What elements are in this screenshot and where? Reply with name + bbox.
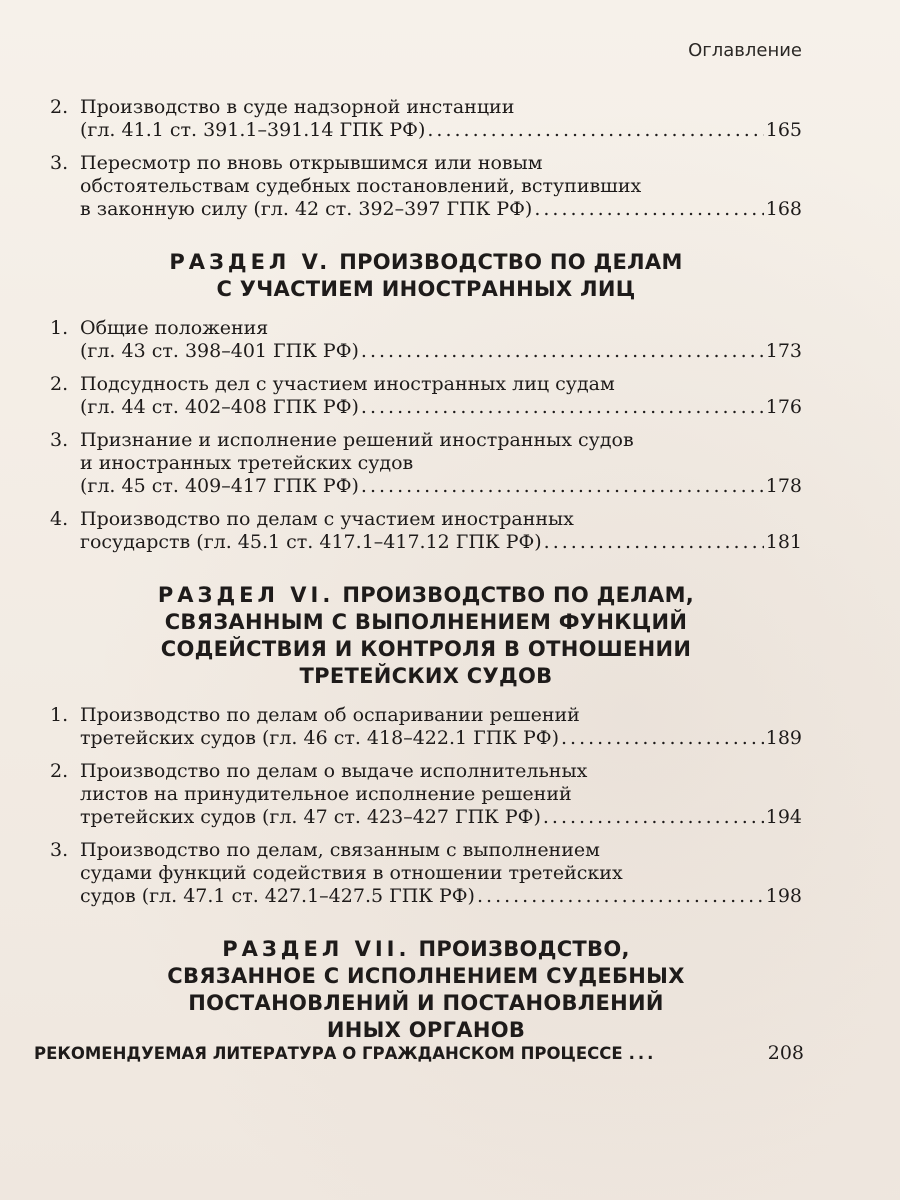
toc-entry-reference: (гл. 41.1 ст. 391.1–391.14 ГПК РФ) (80, 119, 426, 141)
section-heading-line: СВЯЗАННОЕ С ИСПОЛНЕНИЕМ СУДЕБНЫХ (167, 964, 685, 988)
section-label: РАЗДЕЛ VII. (222, 937, 411, 961)
toc-entry-first-line (50, 373, 802, 396)
toc-entry-number: 3. (50, 429, 69, 451)
toc-entry-page: 194 (765, 806, 802, 828)
toc-entry[interactable] (50, 152, 802, 221)
toc-entry-reference: (гл. 45 ст. 409–417 ГПК РФ) (80, 475, 359, 497)
toc-entry-reference: третейских судов (гл. 46 ст. 418–422.1 ГПК РФ) (80, 727, 559, 749)
toc-entry-first-line (50, 152, 802, 175)
toc-entry-page: 176 (765, 396, 802, 418)
toc-entry-number: 2. (50, 760, 69, 782)
toc-entry-page: 173 (765, 340, 802, 362)
toc-final-entry[interactable] (34, 1042, 804, 1064)
toc-entry-page: 178 (765, 475, 802, 497)
toc-entry-text: и иностранных третейских судов (80, 452, 414, 474)
toc-entry-page: 181 (765, 531, 802, 553)
toc-entry[interactable] (50, 317, 802, 363)
toc-entry-reference: в законную силу (гл. 42 ст. 392–397 ГПК РФ) (80, 198, 533, 220)
section-title-part: ПРОИЗВОДСТВО ПО ДЕЛАМ, (342, 583, 695, 607)
toc-entry-page: 198 (765, 885, 802, 907)
toc-entry-leader (361, 475, 764, 498)
section-heading-line: СВЯЗАННЫМ С ВЫПОЛНЕНИЕМ ФУНКЦИЙ (164, 610, 688, 634)
toc-entry-reference: третейских судов (гл. 47 ст. 423–427 ГПК РФ) (80, 806, 541, 828)
table-of-contents (50, 96, 802, 1058)
toc-entry-first-line (50, 429, 802, 452)
toc-entry-page: 165 (765, 119, 802, 141)
toc-entry-number: 3. (50, 839, 69, 861)
toc-entry-number: 4. (50, 508, 69, 530)
toc-entry-text: Производство по делам с участием иностранных (80, 508, 574, 530)
toc-entry-leader (361, 340, 764, 363)
toc-entry-text: Производство по делам о выдаче исполнительных (80, 760, 588, 782)
section-label: РАЗДЕЛ VI. (157, 583, 335, 607)
toc-entry-text: Производство по делам об оспаривании решений (80, 704, 580, 726)
toc-entry-first-line (50, 317, 802, 340)
toc-entry-last-line (50, 531, 802, 554)
toc-entry[interactable] (50, 704, 802, 750)
toc-entry-last-line (50, 396, 802, 419)
toc-entry-leader (543, 806, 764, 829)
section-heading (50, 582, 802, 690)
toc-entry-leader (561, 727, 764, 750)
section-title-part: ПРОИЗВОДСТВО, (418, 937, 630, 961)
toc-entry-leader (534, 198, 763, 221)
section-heading-line: СОДЕЙСТВИЯ И КОНТРОЛЯ В ОТНОШЕНИИ (160, 637, 692, 661)
toc-entry-number: 2. (50, 96, 69, 118)
toc-entry-leader (427, 119, 763, 142)
toc-entry[interactable] (50, 760, 802, 829)
toc-entry-text: Производство в суде надзорной инстанции (80, 96, 515, 118)
section-heading-line: ИНЫХ ОРГАНОВ (326, 1018, 526, 1042)
toc-entry-first-line (50, 760, 802, 783)
toc-entry-last-line (50, 806, 802, 829)
toc-entry-last-line (50, 198, 802, 221)
toc-entry-first-line (50, 839, 802, 862)
running-header: Оглавление (688, 40, 802, 61)
toc-entry-text: Производство по делам, связанным с выполнением (80, 839, 600, 861)
toc-entry-text: судами функций содействия в отношении третейских (80, 862, 623, 884)
toc-entry[interactable] (50, 508, 802, 554)
toc-entry-reference: (гл. 44 ст. 402–408 ГПК РФ) (80, 396, 359, 418)
toc-entry-last-line (50, 119, 802, 142)
toc-entry-last-line (50, 727, 802, 750)
toc-entry[interactable] (50, 373, 802, 419)
toc-entry-reference: государств (гл. 45.1 ст. 417.1–417.12 ГПК РФ) (80, 531, 542, 553)
toc-entry-number: 3. (50, 152, 69, 174)
toc-entry-text: Пересмотр по вновь открывшимся или новым (80, 152, 543, 174)
final-entry-page: 208 (767, 1042, 804, 1064)
toc-entry-reference: (гл. 43 ст. 398–401 ГПК РФ) (80, 340, 359, 362)
section-heading-line: ТРЕТЕЙСКИХ СУДОВ (299, 664, 553, 688)
section-heading-line: ПОСТАНОВЛЕНИЙ И ПОСТАНОВЛЕНИЙ (188, 991, 664, 1015)
toc-entry-number: 1. (50, 704, 69, 726)
toc-entry-text: листов на принудительное исполнение решений (80, 783, 572, 805)
final-entry-title: РЕКОМЕНДУЕМАЯ ЛИТЕРАТУРА О ГРАЖДАНСКОМ ПРОЦЕССЕ (34, 1044, 623, 1063)
toc-entry-first-line (50, 508, 802, 531)
toc-entry-text: Подсудность дел с участием иностранных лиц судам (80, 373, 615, 395)
toc-entry[interactable] (50, 96, 802, 142)
section-heading (50, 249, 802, 303)
section-heading-line (50, 582, 802, 609)
toc-entry-first-line (50, 704, 802, 727)
final-entry-leader: ... (628, 1044, 657, 1063)
section-label: РАЗДЕЛ V. (169, 250, 332, 274)
toc-entry-first-line (50, 96, 802, 119)
section-heading (50, 936, 802, 1044)
toc-entry-text: Признание и исполнение решений иностранных судов (80, 429, 634, 451)
toc-entry-page: 168 (765, 198, 802, 220)
toc-entry[interactable] (50, 839, 802, 908)
toc-entry-number: 1. (50, 317, 69, 339)
toc-entry-text: Общие положения (80, 317, 269, 339)
toc-entry-leader (361, 396, 764, 419)
toc-entry-last-line (50, 340, 802, 363)
toc-entry-last-line (50, 475, 802, 498)
toc-entry-leader (477, 885, 764, 908)
toc-entry-text: обстоятельствам судебных постановлений, вступивших (80, 175, 642, 197)
toc-entry[interactable] (50, 429, 802, 498)
toc-entry-reference: судов (гл. 47.1 ст. 427.1–427.5 ГПК РФ) (80, 885, 475, 907)
toc-entry-number: 2. (50, 373, 69, 395)
section-title-part: ПРОИЗВОДСТВО ПО ДЕЛАМ (339, 250, 683, 274)
toc-entry-leader (544, 531, 764, 554)
section-heading-line: С УЧАСТИЕМ ИНОСТРАННЫХ ЛИЦ (216, 277, 636, 301)
section-heading-line (50, 249, 802, 276)
toc-entry-last-line (50, 885, 802, 908)
section-heading-line (50, 936, 802, 963)
toc-entry-page: 189 (765, 727, 802, 749)
